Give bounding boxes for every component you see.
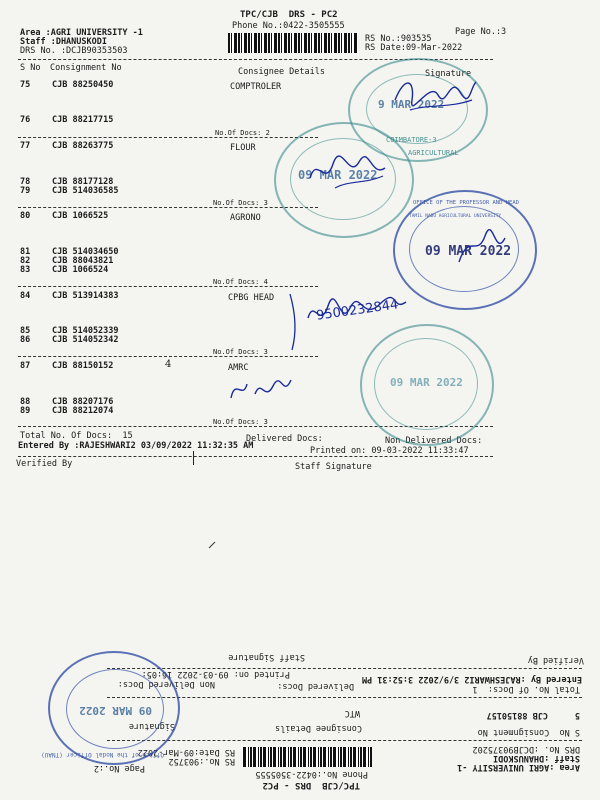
bottom-rs-date: RS Date:09-Mar-2022 [137,747,235,757]
row-consignment: CJB 88263775 [52,141,114,151]
row-consignee: CPBG HEAD [228,293,275,303]
professor-head-stamp: OFFICE OF THE PROFESSOR AND HEAD TAMIL NADU AGRICULTURAL UNIVERSITY 09 MAR 2022 [393,190,537,310]
row-sno: 86 [20,335,31,345]
tick-mark [193,451,194,465]
col-consignment: Consignment No [50,63,122,73]
staff-signature-label: Staff Signature [295,462,372,472]
bottom-divider [107,668,582,669]
round-faded-stamp: 09 MAR 2022 [360,324,494,446]
group-docs-count: No.Of Docs: 4 [213,278,268,286]
phone-number: Phone No.:0422-3505555 [232,21,345,31]
bottom-divider [107,740,582,741]
bottom-col-sno: S No Consignment No [477,727,580,737]
row-sno: 78 [20,177,31,187]
row-sno: 81 [20,247,31,257]
row-consignment: CJB 88177128 [52,177,114,187]
group-divider [18,207,318,208]
handwritten-mark: 4 [165,359,172,370]
row-sno: 80 [20,211,31,221]
row-sno: 83 [20,265,31,275]
bottom-total: Total No. Of Docs: 1 [472,684,580,694]
total-docs: Total No. Of Docs: 15 [20,431,133,441]
row-sno: 82 [20,256,31,266]
printed-on: Printed on: 09-03-2022 11:33:47 [310,446,469,456]
non-delivered-docs: Non Delivered Docs: [385,436,483,446]
area-label: Area :AGRI UNIVERSITY -1 [20,28,143,38]
group-docs-count: No.Of Docs: 3 [213,199,268,207]
signature-5 [225,372,295,407]
signature-2 [305,150,395,195]
university-stamp: COIMBATORE-3 AGRICULTURAL 9 MAR 2022 [348,58,488,162]
row-sno: 75 [20,80,31,90]
row-consignment: CJB 1066524 [52,265,109,275]
group-divider [18,286,318,287]
bottom-row-consignment: CJB 88150157 [486,710,548,720]
bottom-staff-signature: Staff Signature [228,652,305,662]
bottom-printed-on: Printed on: 09-03-2022 16:05: [141,669,290,679]
row-consignment: CJB 88043821 [52,256,114,266]
row-consignment: CJB 88150152 [52,361,114,371]
row-consignment: CJB 88217715 [52,115,114,125]
bottom-row-sno: 5 [574,710,580,720]
header-barcode [228,33,358,53]
row-consignment: CJB 514052342 [52,335,119,345]
bottom-col-consignee: Consignee Details [275,723,362,733]
bottom-phone: Phone No.:0422-3505555 [255,769,368,779]
delivered-docs: Delivered Docs: [246,434,323,444]
group-divider [18,137,318,138]
bottom-rs-number: RS No.:903752 [168,756,235,766]
row-sno: 76 [20,115,31,125]
row-consignment: CJB 514036585 [52,186,119,196]
rs-number: RS No.:903535 [365,34,432,44]
page-number: Page No.:3 [455,27,507,37]
row-consignment: CJB 88207176 [52,397,114,407]
entered-by: Entered By :RAJESHWARI2 03/09/2022 11:32:35 AM [18,441,254,451]
signature-1 [390,70,480,120]
inverted-page-section [0,615,600,800]
bottom-page-number: Page No.:2 [93,763,145,773]
col-sno: S No [20,63,41,73]
row-sno: 85 [20,326,31,336]
verified-by: Verified By [16,459,73,469]
signature-3 [455,228,510,268]
footer-divider [18,456,493,457]
group-docs-count: No.Of Docs: 3 [213,418,268,426]
bottom-doc-title: TPC/CJB DRS - PC2 [262,780,360,790]
row-sno: 87 [20,361,31,371]
group-docs-count: No.Of Docs: 2 [215,129,270,137]
row-consignee: COMPTROLER [230,82,282,92]
row-consignee: AMRC [228,363,249,373]
row-sno: 89 [20,406,31,416]
bottom-entered-by: Entered By :RAJESHWARI2 3/9/2022 3:52:31 PM [361,674,582,684]
bottom-barcode [242,747,372,767]
row-sno: 84 [20,291,31,301]
row-consignment: CJB 513914383 [52,291,119,301]
row-consignment: CJB 514034650 [52,247,119,257]
bottom-staff: Staff :DHANUSKODI [493,753,580,763]
row-sno: 79 [20,186,31,196]
row-consignment: CJB 1066525 [52,211,109,221]
bottom-col-signature: Signature [128,721,175,731]
row-consignee: AGRONO [230,213,261,223]
coimbatore-stamp: 09 MAR 2022 [274,122,414,238]
rs-date: RS Date:09-Mar-2022 [365,43,463,53]
nodal-officer-stamp: Office of the Nodal Officer (TNAU) 09 MAR 2022 [48,651,180,765]
group-docs-count: No.Of Docs: 3 [213,348,268,356]
bottom-row-consignee: WTC [344,708,360,718]
bottom-verified-by: Verified By [527,655,584,665]
bottom-non-delivered: Non Delivered Docs: [117,679,215,689]
group-divider [18,356,318,357]
col-signature: Signature [425,69,472,79]
staff-label: Staff :DHANUSKODI [20,37,107,47]
row-consignee: FLOUR [230,143,256,153]
row-consignment: CJB 514052339 [52,326,119,336]
row-consignment: CJB 88250450 [52,80,114,90]
col-consignee: Consignee Details [238,67,325,77]
doc-title: TPC/CJB DRS - PC2 [240,10,338,20]
bottom-area: Area :AGRI UNIVERSITY -1 [457,762,580,772]
handwritten-phone: 9500232844 [315,297,400,324]
drs-number: DRS No. :DCJB90353503 [20,46,128,56]
row-sno: 88 [20,397,31,407]
scribble-mark [207,540,217,550]
bottom-drs-number: DRS No. :DCJB90375202 [472,744,580,754]
row-sno: 77 [20,141,31,151]
row-consignment: CJB 88212074 [52,406,114,416]
bottom-delivered: Delivered Docs: [277,681,354,691]
